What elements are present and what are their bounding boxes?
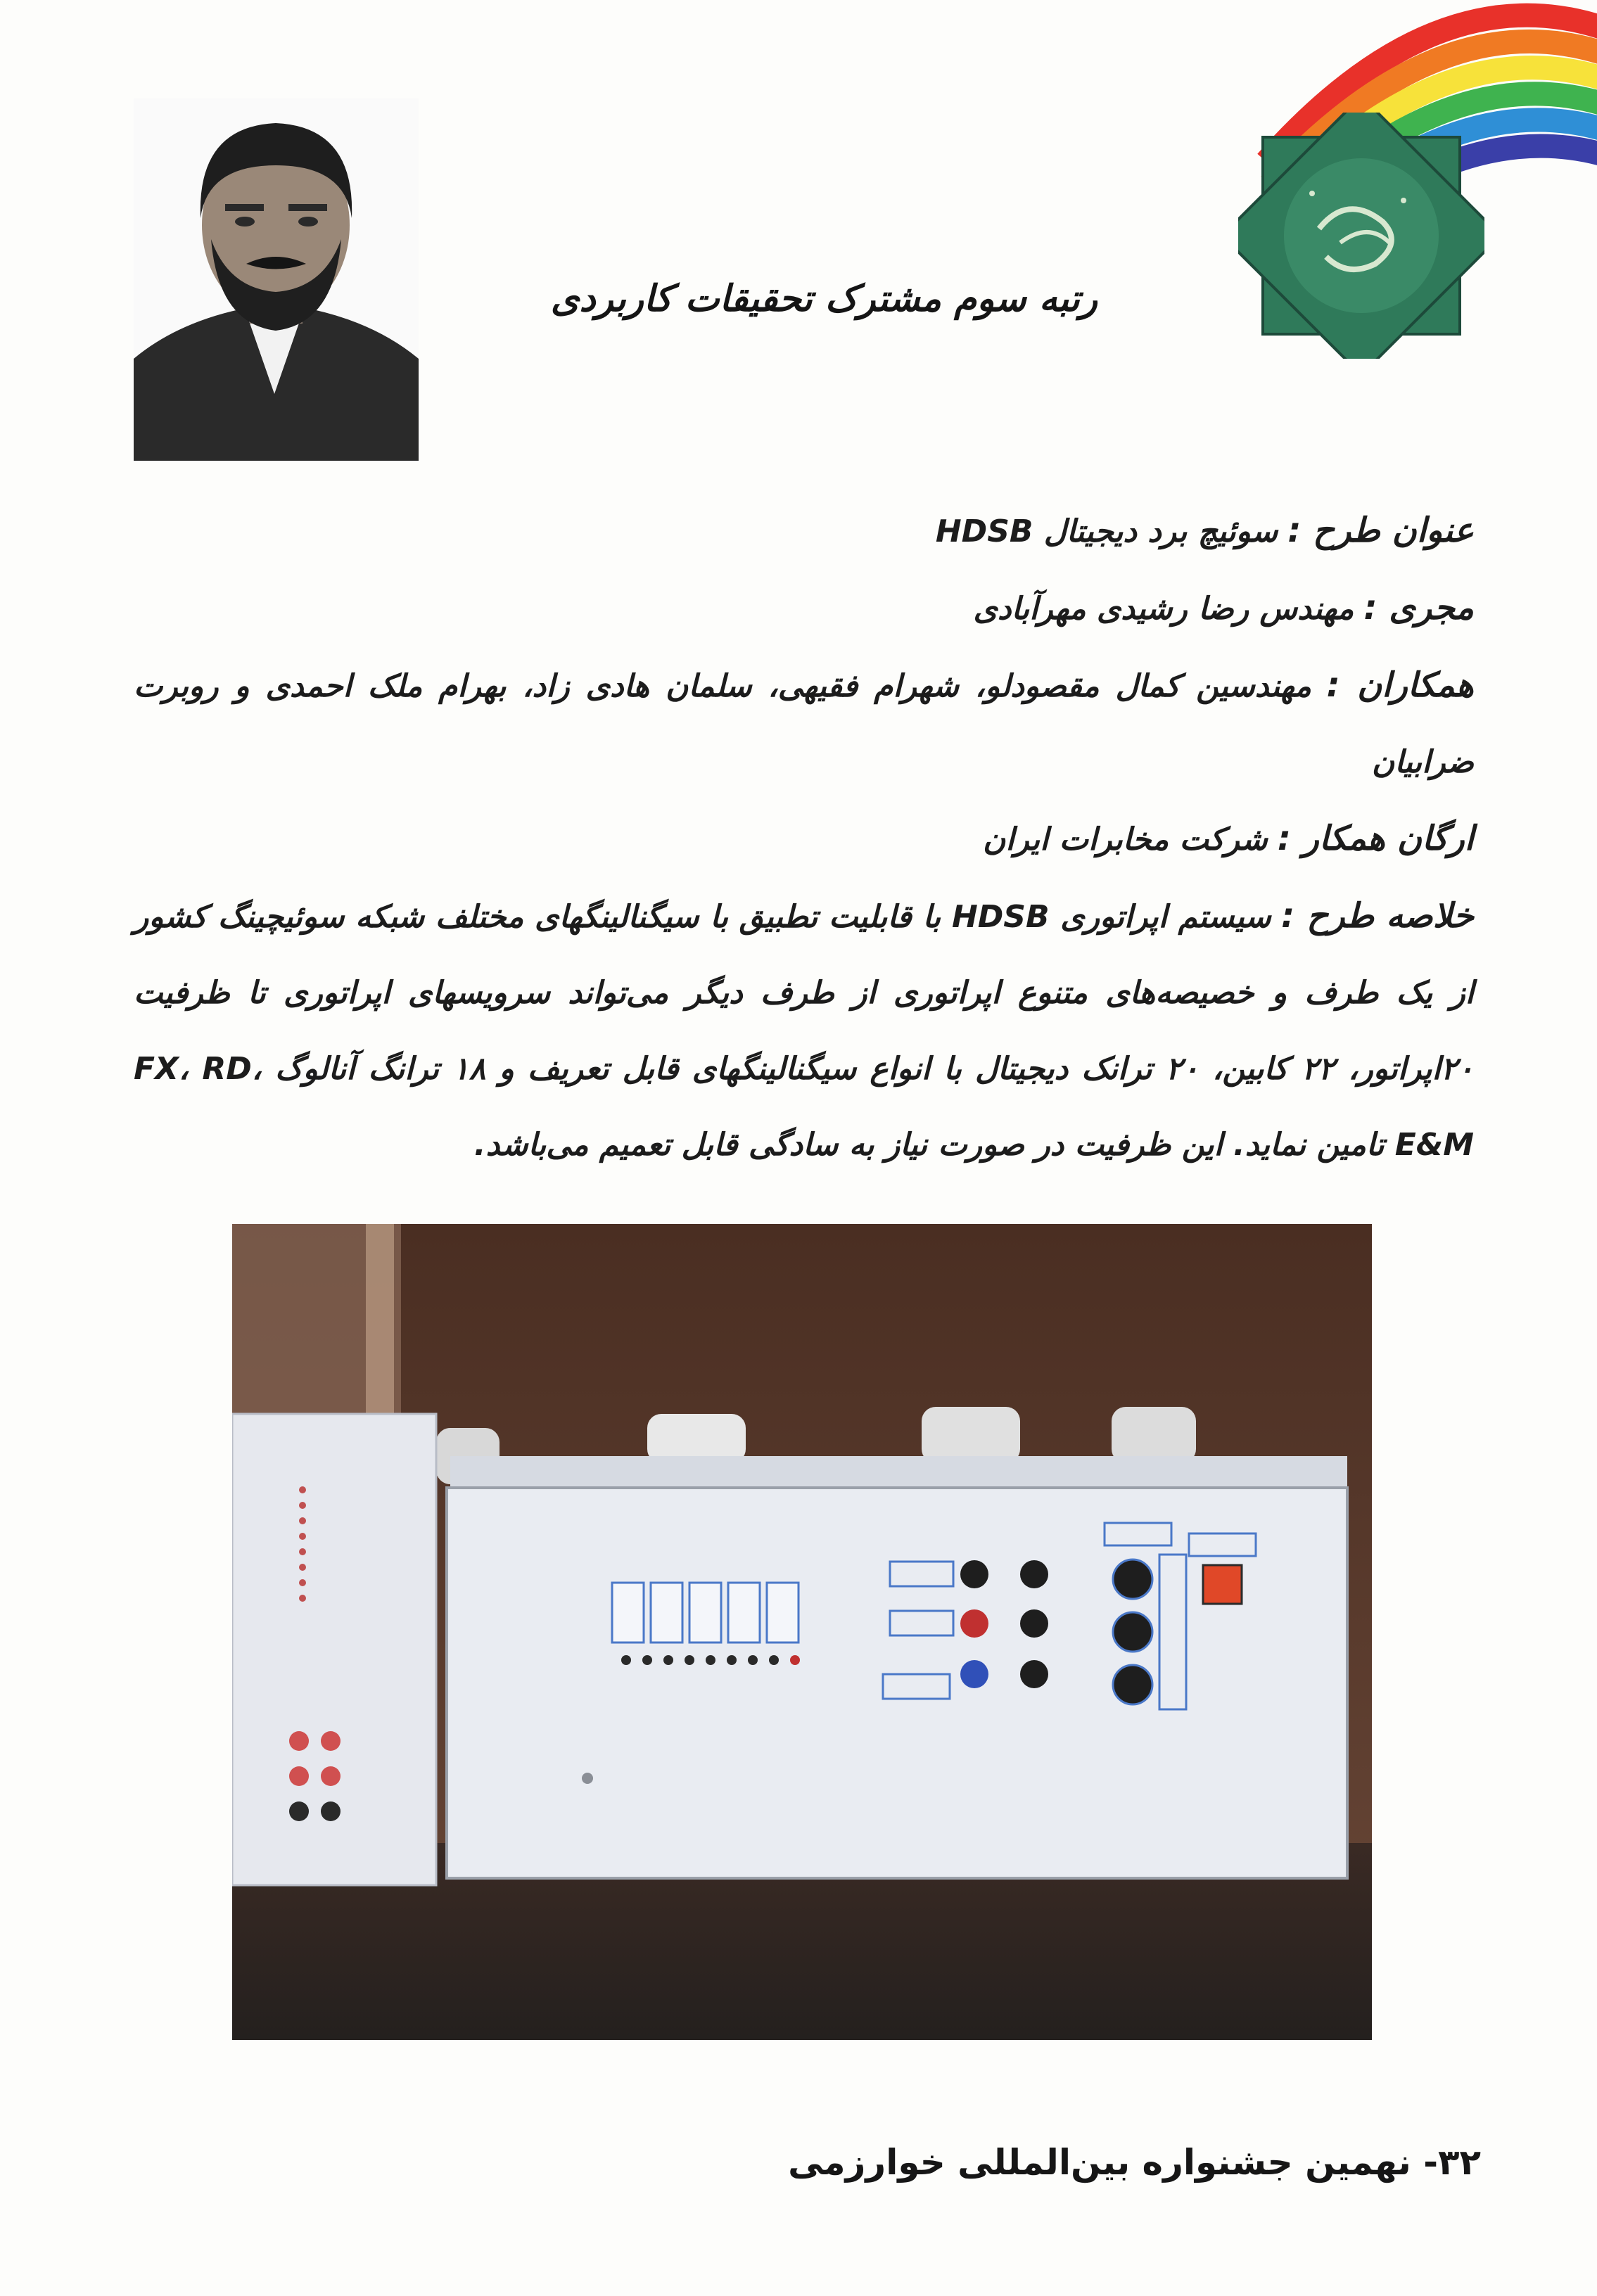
partner-organization-label: ارگان همکار : [1277,819,1474,858]
collaborators-row [134,647,1474,801]
portrait-photo [134,98,419,461]
summary-label: خلاصه طرح : [1281,896,1475,936]
rank-title: رتبه سوم مشترک تحقیقات کاربردی [550,278,1097,320]
partner-organization-value: شرکت مخابرات ایران [983,822,1268,857]
footer-page-caption: ۳۲- نهمین جشنواره بین‌المللی خوارزمی [788,2142,1481,2183]
summary-value: سیستم اپراتوری HDSB با قابلیت تطبیق با سیگنالینگهای مختلف شبکه سوئیچینگ کشور از یک طرف و خصیصه‌های متنوع اپراتوری از طرف دیگر می‌تواند سرویسهای اپراتوری تا ظرفیت ۲۰اپراتور، ۲۲ کابین، ۲۰ ترانک دیجیتال با انواع سیگنالینگهای قابل تعریف و ۱۸ ترانگ آنالوگ FX، RD، E&M تامین نماید. این ظرفیت در صورت نیاز به سادگی قابل تعمیم می‌باشد. [134,899,1475,1163]
collaborators-value: مهندسین کمال مقصودلو، شهرام فقیهی، سلمان هادی زاد، بهرام ملک احمدی و روبرت ضرابیان [134,668,1474,780]
project-title-label: عنوان طرح : [1287,511,1474,550]
festival-emblem-icon [1238,113,1484,359]
project-title-value: سوئیچ برد دیجیتال HDSB [935,514,1278,549]
collaborators-label: همکاران : [1326,665,1474,705]
executor-value: مهندس رضا رشیدی مهرآبادی [973,591,1354,627]
project-info [134,492,1474,1183]
project-title-row [134,492,1474,570]
hdsb-switchboard-photo [232,1224,1372,2040]
executor-label: مجری : [1363,588,1474,627]
summary-row [134,878,1474,1183]
executor-row [134,570,1474,647]
partner-organization-row [134,801,1474,878]
